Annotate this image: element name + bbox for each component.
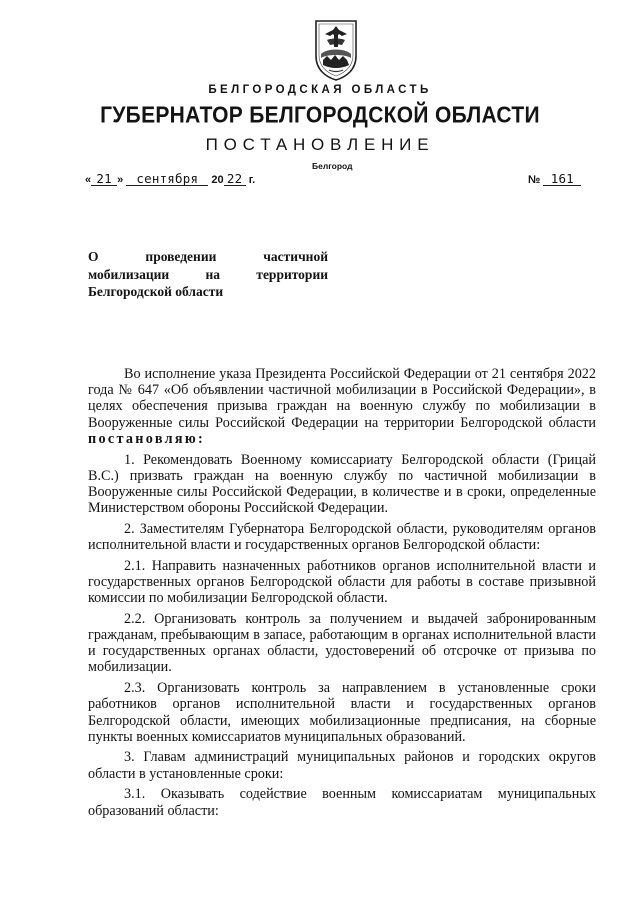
decree-keyword: постановляю: bbox=[88, 430, 205, 447]
authority-title: ГУБЕРНАТОР БЕЛГОРОДСКОЙ ОБЛАСТИ bbox=[100, 102, 540, 129]
title-line: мобилизации на территории bbox=[88, 266, 328, 282]
region-name: БЕЛГОРОДСКАЯ ОБЛАСТЬ bbox=[208, 84, 432, 96]
decree-body bbox=[88, 366, 596, 819]
number-value: 161 bbox=[543, 172, 581, 186]
city-name: Белгород bbox=[312, 161, 353, 171]
date-year-prefix: 20 bbox=[211, 174, 224, 186]
date-month: сентября bbox=[126, 172, 208, 186]
clause-2-2: 2.2. Организовать контроль за получением и выдачей забронированным гражданам, пребывающим в запасе, работающим в органах исполнительной власти и государственных органах области, удостоверений об отсрочке от призыва по мобилизации. bbox=[88, 610, 596, 676]
clause-2: 2. Заместителям Губернатора Белгородской области, руководителям органов исполнительной власти и государственных органов Белгородской области: bbox=[88, 520, 596, 554]
date-day: 21 bbox=[91, 172, 117, 186]
date-year-unit: г. bbox=[248, 174, 256, 186]
clause-2-1: 2.1. Направить назначенных работников органов исполнительной власти и государственных органов Белгородской области для работы в составе призывной комиссии по мобилизации Белгородской области. bbox=[88, 557, 596, 607]
date-open-quote: « bbox=[85, 174, 92, 186]
title-line: О проведении частичной bbox=[88, 249, 328, 264]
decree-title bbox=[88, 248, 328, 301]
preamble-paragraph bbox=[88, 366, 596, 447]
decree-number bbox=[528, 172, 581, 186]
date-close-quote: » bbox=[117, 174, 124, 186]
clause-1: 1. Рекомендовать Военному комиссариату Белгородской области (Грицай В.С.) призвать граждан на военную службу по частичной мобилизации в Вооруженные силы Российской Федерации, в количестве и в сроки, определенные Министерством обороны Российской Федерации. bbox=[88, 451, 596, 517]
clause-3: 3. Главам администраций муниципальных районов и городских округов области в установленные сроки: bbox=[88, 749, 596, 782]
date-year-suffix: 22 bbox=[224, 172, 246, 186]
title-line: Белгородской области bbox=[88, 284, 224, 299]
preamble-text: Во исполнение указа Президента Российской Федерации от 21 сентября 2022 года № 647 «Об объявлении частичной мобилизации в Российской Федерации», в целях обеспечения призыва граждан на военную службу по мобилизации в Вооруженные силы Российской Федерации на территории Белгородской области bbox=[88, 366, 596, 431]
clause-2-3: 2.3. Организовать контроль за направлением в установленные сроки работников органов исполнительной власти и государственных органов Белгородской области, имеющих мобилизационные предписания, на сборные пункты военных комиссариатов муниципальных образований. bbox=[88, 680, 596, 745]
number-label: № bbox=[528, 174, 541, 186]
coat-of-arms-icon bbox=[313, 18, 359, 82]
decree-date bbox=[85, 172, 255, 186]
clause-3-1: 3.1. Оказывать содействие военным комиссариатам муниципальных образований области: bbox=[88, 786, 596, 819]
document-type: ПОСТАНОВЛЕНИЕ bbox=[205, 135, 435, 154]
